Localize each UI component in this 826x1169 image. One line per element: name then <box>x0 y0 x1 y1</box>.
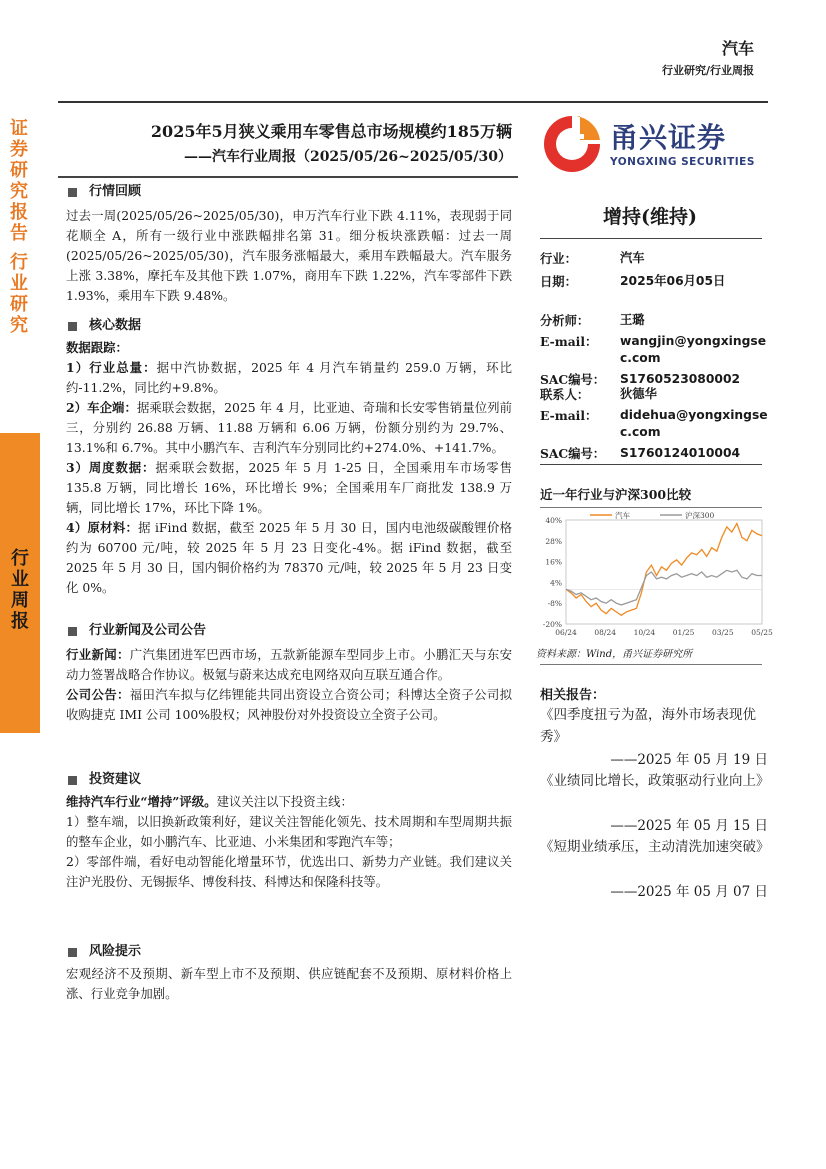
rating: 增持(维持) <box>603 206 697 228</box>
sidebar-char: 究 <box>10 315 28 336</box>
date-row: 日期： 2025年06月05日 <box>540 274 726 289</box>
core-item: 4）原材料：据 iFind 数据，截至 2025 年 5 月 30 日，国内电池级碳酸锂价格约为 60700 元/吨，较 2025 年 5 月 23 日变化-4%。据 iFind 数据，截至 2025 年 5 月 30 日，国内铜价格约为 78370 元/吨，较 2025 年 5 月 23 日变化 0%。 <box>66 520 512 595</box>
header-divider <box>58 101 768 103</box>
x-tick-label: 03/25 <box>711 628 734 637</box>
section-heading <box>66 621 512 641</box>
report-title: 2025年5月狭义乘用车零售总市场规模约185万辆 <box>150 122 512 141</box>
sidebar-char: 究 <box>10 181 28 202</box>
report-subtitle: ——汽车行业周报（2025/05/26~2025/05/30） <box>183 149 512 165</box>
section-review <box>66 182 512 306</box>
related-report-link[interactable]: 《短期业绩承压，主动清洗加速突破》 <box>540 839 770 855</box>
core-item: 1）行业总量：据中汽协数据，2025 年 4 月汽车销量约 259.0 万辆，环比约-11.2%，同比约+9.8%。 <box>66 360 512 395</box>
x-tick-label: 06/24 <box>555 628 577 637</box>
sidebar-char <box>4 244 34 252</box>
y-tick-label: 16% <box>545 557 562 567</box>
analyst-email-link[interactable]: wangjin@yongxingsec.com <box>620 334 767 365</box>
sidebar-char: 研 <box>10 160 28 181</box>
series-line-沪深300 <box>566 570 762 605</box>
x-tick-label: 10/24 <box>633 628 656 637</box>
comparison-chart <box>530 508 773 643</box>
section-heading-text: 投资建议 <box>89 772 142 787</box>
section-bullet-icon <box>68 776 77 785</box>
advice-point: 2）零部件端，看好电动智能化增量环节，优选出口、新势力产业链。我们建议关注沪光股份、无锡振华、博俊科技、科博达和保隆科技等。 <box>66 854 512 889</box>
related-report-date: ——2025 年 05 月 07 日 <box>610 884 768 900</box>
section-heading-text: 行情回顾 <box>89 184 142 199</box>
sidebar-char: 周 <box>11 590 29 611</box>
core-item: 3）周度数据：据乘联会数据，2025 年 5 月 1-25 日，全国乘用车市场零售 135.8 万辆，同比增长 16%，环比增长 9%；全国乘用车厂商批发 138.9 万辆，同比增长 17%，环比下降 1%。 <box>66 460 513 515</box>
related-report-link[interactable]: 《四季度扭亏为盈，海外市场表现优秀》 <box>540 707 756 745</box>
chart-title: 近一年行业与沪深300比较 <box>540 487 692 502</box>
y-tick-label: 28% <box>545 536 562 546</box>
x-tick-label: 05/25 <box>751 628 773 637</box>
chart-source: 资料来源：Wind，甬兴证券研究所 <box>536 649 693 660</box>
risk-paragraph: 宏观经济不及预期、新车型上市不及预期、供应链配套不及预期、原材料价格上涨、行业竞争加剧。 <box>66 966 512 1001</box>
contact-divider <box>540 464 762 465</box>
related-reports-heading: 相关报告： <box>540 688 606 703</box>
sidebar-char: 行 <box>10 252 28 273</box>
sidebar-char: 报 <box>11 611 29 632</box>
section-bullet-icon <box>68 322 77 331</box>
sidebar-bottom-label <box>5 548 35 632</box>
advice-point: 1）整车端，以旧换新政策利好，建议关注智能化领先、技术周期和车型周期共振的整车企业，如小鹏汽车、比亚迪、小米集团和零跑汽车等； <box>66 814 512 849</box>
x-tick-label: 08/24 <box>594 628 617 637</box>
y-tick-label: 40% <box>545 516 562 525</box>
contact-block: 联系人： 狄德华 E-mail： didehua@yongxingsec.com SAC编号： S1760124010004 <box>540 386 770 462</box>
section-core-data <box>66 316 512 598</box>
news-item: 行业新闻：广汽集团进军巴西市场，五款新能源车型同步上市。小鹏汇天与东安动力签署战略合作协议。极氪与蔚来达成充电网络双向互联互通合作。 <box>66 647 513 682</box>
sidebar-char: 业 <box>11 569 29 590</box>
y-tick-label: -20% <box>542 620 562 629</box>
section-heading-text: 行业新闻及公司公告 <box>89 623 207 638</box>
core-item: 2）车企端：据乘联会数据，2025 年 4 月，比亚迪、奇瑞和长安零售销量位列前三，分别约 26.88 万辆、11.88 万辆和 6.06 万辆，份额分别约为 29.7%、13.1%和 6.7%。其中小鹏汽车、吉利汽车分别同比约+274.0%、+141.7%。 <box>66 400 512 455</box>
section-heading <box>66 182 512 202</box>
tracking-label: 数据跟踪： <box>66 340 128 355</box>
sidebar-char: 报 <box>10 202 28 223</box>
title-divider <box>58 176 518 178</box>
section-heading <box>66 942 512 962</box>
legend-label: 沪深300 <box>685 511 715 520</box>
header-category: 行业研究/行业周报 <box>661 64 754 77</box>
related-report-date: ——2025 年 05 月 15 日 <box>610 818 768 834</box>
sidebar-char: 业 <box>10 273 28 294</box>
sidebar-char: 证 <box>10 118 28 139</box>
related-report-link[interactable]: 《业绩同比增长，政策驱动行业向上》 <box>540 773 770 789</box>
sidebar-char: 行 <box>11 548 29 569</box>
y-tick-label: 4% <box>550 578 562 588</box>
news-item: 公司公告：福田汽车拟与亿纬锂能共同出资设立合资公司；科博达全资子公司拟收购捷克 IMI 公司 100%股权；风神股份对外投资设立全资子公司。 <box>66 687 513 722</box>
section-heading <box>66 316 512 336</box>
review-paragraph: 过去一周(2025/05/26~2025/05/30)，申万汽车行业下跌 4.11%，表现弱于同花顺全 A，所有一级行业中涨跌幅排名第 31。细分板块涨跌幅：过去一周(2025/05/26~2025/05/30)，汽车服务涨幅最大，乘用车跌幅最大。汽车服务上涨 3.38%，摩托车及其他下跌 1.07%，商用车下跌 1.22%，汽车零部件下跌 1.93%，乘用车下跌 9.48%。 <box>66 208 512 303</box>
industry-row: 行业： 汽车 <box>540 251 645 266</box>
section-heading-text: 核心数据 <box>89 318 142 333</box>
section-news <box>66 621 512 725</box>
legend-label: 汽车 <box>615 511 630 520</box>
advice-lead: 维持汽车行业“增持”评级。建议关注以下投资主线： <box>66 794 353 809</box>
section-bullet-icon <box>68 948 77 957</box>
y-tick-label: -8% <box>547 599 562 609</box>
related-report-date: ——2025 年 05 月 19 日 <box>610 752 768 768</box>
logo-mark-icon <box>540 112 604 176</box>
section-bullet-icon <box>68 627 77 636</box>
section-advice <box>66 770 512 892</box>
x-tick-label: 01/25 <box>672 628 695 637</box>
section-risk <box>66 942 512 1004</box>
rating-divider <box>540 238 762 239</box>
sidebar-char: 券 <box>10 139 28 160</box>
section-heading <box>66 770 512 790</box>
section-bullet-icon <box>68 188 77 197</box>
sidebar-char: 告 <box>10 223 28 244</box>
chart-bottom-divider <box>540 664 762 665</box>
logo-english-text: YONGXING SECURITIES <box>610 156 755 168</box>
sidebar-char: 研 <box>10 294 28 315</box>
series-line-汽车 <box>566 524 762 616</box>
section-heading-text: 风险提示 <box>89 944 142 959</box>
header-industry: 汽车 <box>721 39 754 58</box>
contact-email-link[interactable]: didehua@yongxingsec.com <box>620 408 768 439</box>
sidebar-top-label <box>4 118 34 336</box>
company-logo <box>540 112 760 178</box>
analyst-block: 分析师： 王璐 E-mail： wangjin@yongxingsec.com SAC编号： S1760523080002 <box>540 312 770 388</box>
logo-chinese-text: 甬兴证券 <box>610 121 727 154</box>
